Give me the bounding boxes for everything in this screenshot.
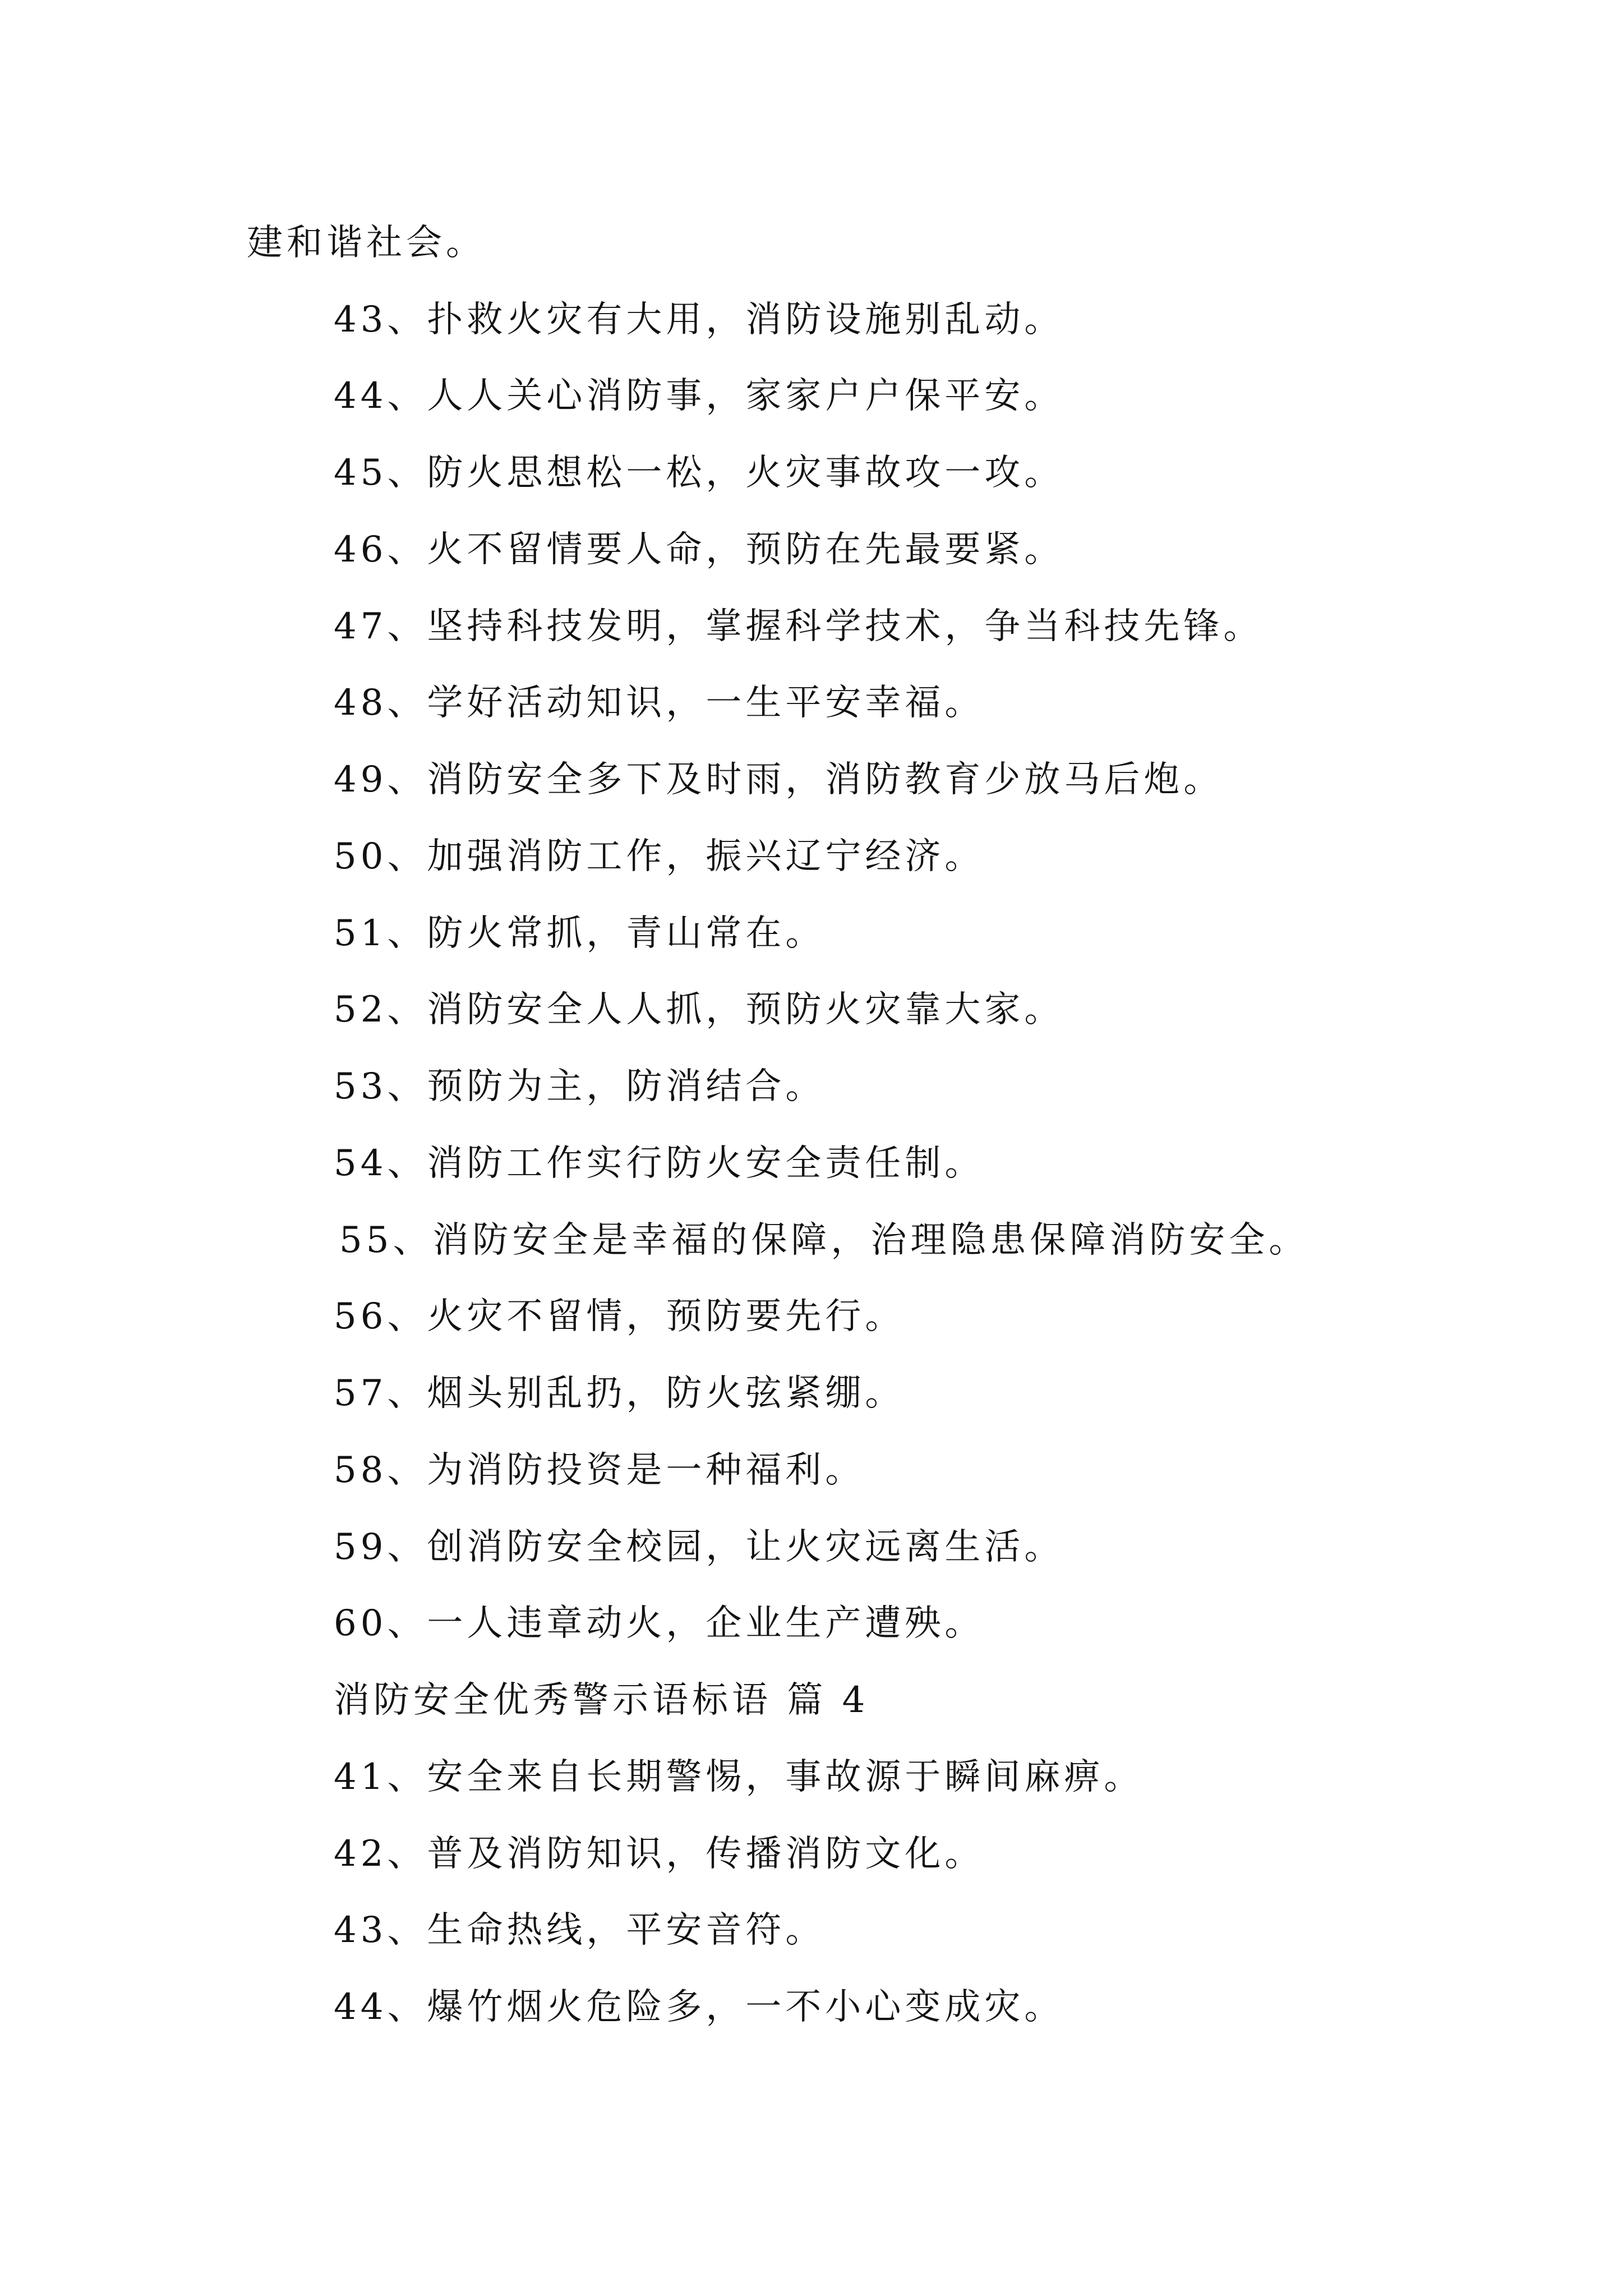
- slogan-item: 45、防火思想松一松，火灾事故攻一攻。: [334, 452, 1064, 494]
- slogan-item: 50、加强消防工作，振兴辽宁经济。: [334, 836, 985, 877]
- slogan-item: 42、普及消防知识，传播消防文化。: [334, 1833, 985, 1875]
- slogan-item: 59、创消防安全校园，让火灾远离生活。: [334, 1526, 1064, 1568]
- slogan-item: 47、坚持科技发明，掌握科学技术，争当科技先锋。: [334, 606, 1264, 647]
- slogan-item: 46、火不留情要人命，预防在先最要紧。: [334, 529, 1064, 570]
- slogan-item: 44、爆竹烟火危险多，一不小心变成灾。: [334, 1986, 1064, 2028]
- slogan-item: 52、消防安全人人抓，预防火灾靠大家。: [334, 989, 1064, 1030]
- slogan-item: 56、火灾不留情，预防要先行。: [334, 1296, 905, 1337]
- slogan-item: 48、学好活动知识，一生平安幸福。: [334, 682, 985, 724]
- slogan-item: 43、扑救火灾有大用，消防设施别乱动。: [334, 299, 1064, 341]
- slogan-item: 55、消防安全是幸福的保障，治理隐患保障消防安全。: [339, 1220, 1309, 1261]
- slogan-item: 57、烟头别乱扔，防火弦紧绷。: [334, 1373, 905, 1414]
- slogan-item: 49、消防安全多下及时雨，消防教育少放马后炮。: [334, 759, 1224, 800]
- slogan-item: 60、一人违章动火，企业生产遭殃。: [334, 1603, 985, 1644]
- slogan-item: 41、安全来自长期警惕，事故源于瞬间麻痹。: [334, 1756, 1144, 1798]
- section-heading: 消防安全优秀警示语标语 篇 4: [334, 1680, 869, 1721]
- slogan-item: 58、为消防投资是一种福利。: [334, 1450, 865, 1491]
- slogan-item: 43、生命热线，平安音符。: [334, 1910, 826, 1951]
- slogan-item: 51、防火常抓，青山常在。: [334, 913, 826, 954]
- continuation-line: 建和谐社会。: [247, 222, 486, 264]
- slogan-item: 53、预防为主，防消结合。: [334, 1066, 826, 1107]
- slogan-item: 44、人人关心消防事，家家户户保平安。: [334, 375, 1064, 417]
- slogan-item: 54、消防工作实行防火安全责任制。: [334, 1143, 985, 1184]
